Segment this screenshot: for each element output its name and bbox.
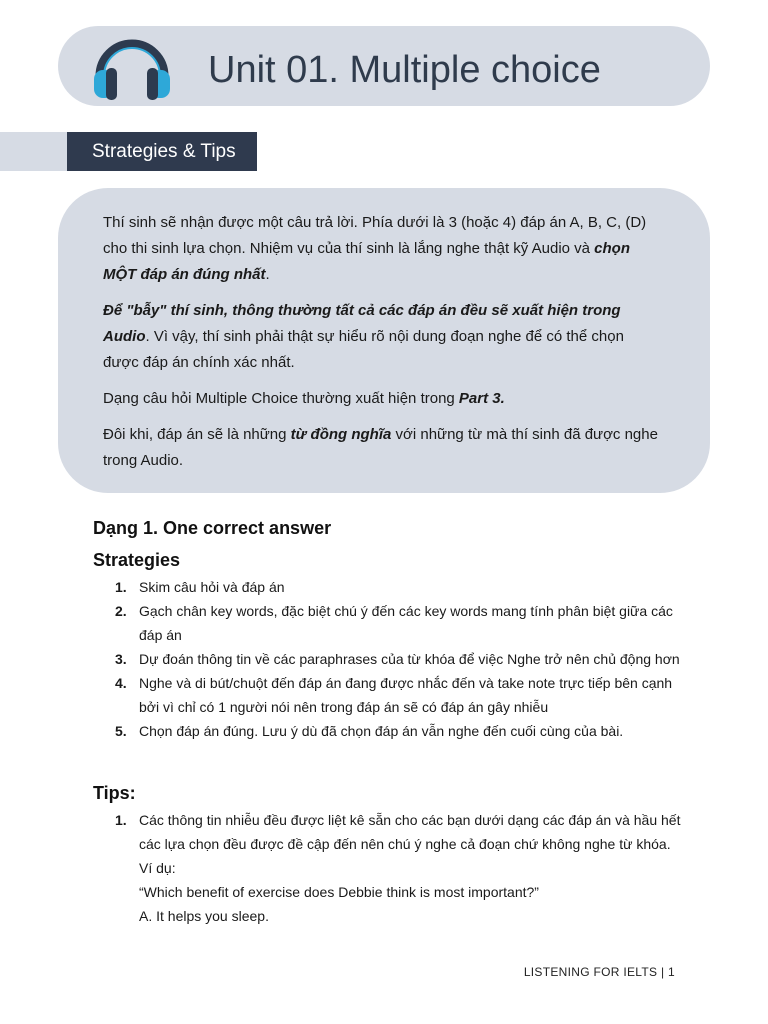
list-item: 3. Dự đoán thông tin về các paraphrases của từ khóa để việc Nghe trở nên chủ động hơn [115, 651, 680, 667]
list-item: 2. Gạch chân key words, đặc biệt chú ý đến các key words mang tính phân biệt giữa các đáp án [115, 603, 673, 643]
intro-paragraph-1: Thí sinh sẽ nhận được một câu trả lời. Phía dưới là 3 (hoặc 4) đáp án A, B, C, (D) cho thi sinh lựa chọn. Nhiệm vụ của thí sinh là lắng nghe thật kỹ Audio và chọn MỘT đáp án đúng nhất. [103, 214, 647, 283]
section-label: Strategies & Tips [67, 132, 257, 171]
example-option: A. It helps you sleep. [139, 908, 269, 924]
headphones-icon [92, 32, 172, 100]
list-item: 1. Các thông tin nhiễu đều được liệt kê sẵn cho các bạn dưới dạng các đáp án và hầu hết các lựa chọn đều được đề cập đến nên chú ý nghe cả đoạn chứ không nghe từ khóa. Ví dụ: “Which benefit of exercise does Debbie think is most important?” A. It helps you sleep. [93, 808, 683, 928]
list-item: 4. Nghe và di bút/chuột đến đáp án đang được nhắc đến và take note trực tiếp bên cạnh bởi vì chỉ có 1 người nói nên trong đáp án sẽ có đáp án gây nhiễu [115, 675, 673, 715]
page-title: Unit 01. Multiple choice [208, 49, 601, 91]
intro-paragraph-2: Để "bẫy" thí sinh, thông thường tất cả các đáp án đều sẽ xuất hiện trong Audio. Vì vậy, thí sinh phải thật sự hiểu rõ nội dung đoạn nghe để có thể chọn được đáp án chính xác nhất. [103, 302, 624, 371]
intro-paragraph-4: Đôi khi, đáp án sẽ là những từ đồng nghĩa với những từ mà thí sinh đã được nghe trong Audio. [103, 426, 658, 469]
strategy-list [93, 575, 683, 743]
section-heading: Dạng 1. One correct answer [93, 518, 332, 538]
tips-heading: Tips: [93, 783, 136, 803]
intro-paragraph-3: Dạng câu hỏi Multiple Choice thường xuất hiện trong Part 3. [103, 390, 505, 407]
tips-list [93, 808, 683, 928]
example-question: “Which benefit of exercise does Debbie think is most important?” [139, 884, 539, 900]
section-stripe [0, 132, 68, 171]
list-item: 5. Chọn đáp án đúng. Lưu ý dù đã chọn đáp án vẫn nghe đến cuối cùng của bài. [115, 723, 624, 739]
strategies-heading: Strategies [93, 550, 181, 570]
list-item: 1. Skim câu hỏi và đáp án [115, 579, 285, 595]
page-footer: LISTENING FOR IELTS | 1 [523, 965, 675, 979]
intro-box [58, 188, 710, 493]
